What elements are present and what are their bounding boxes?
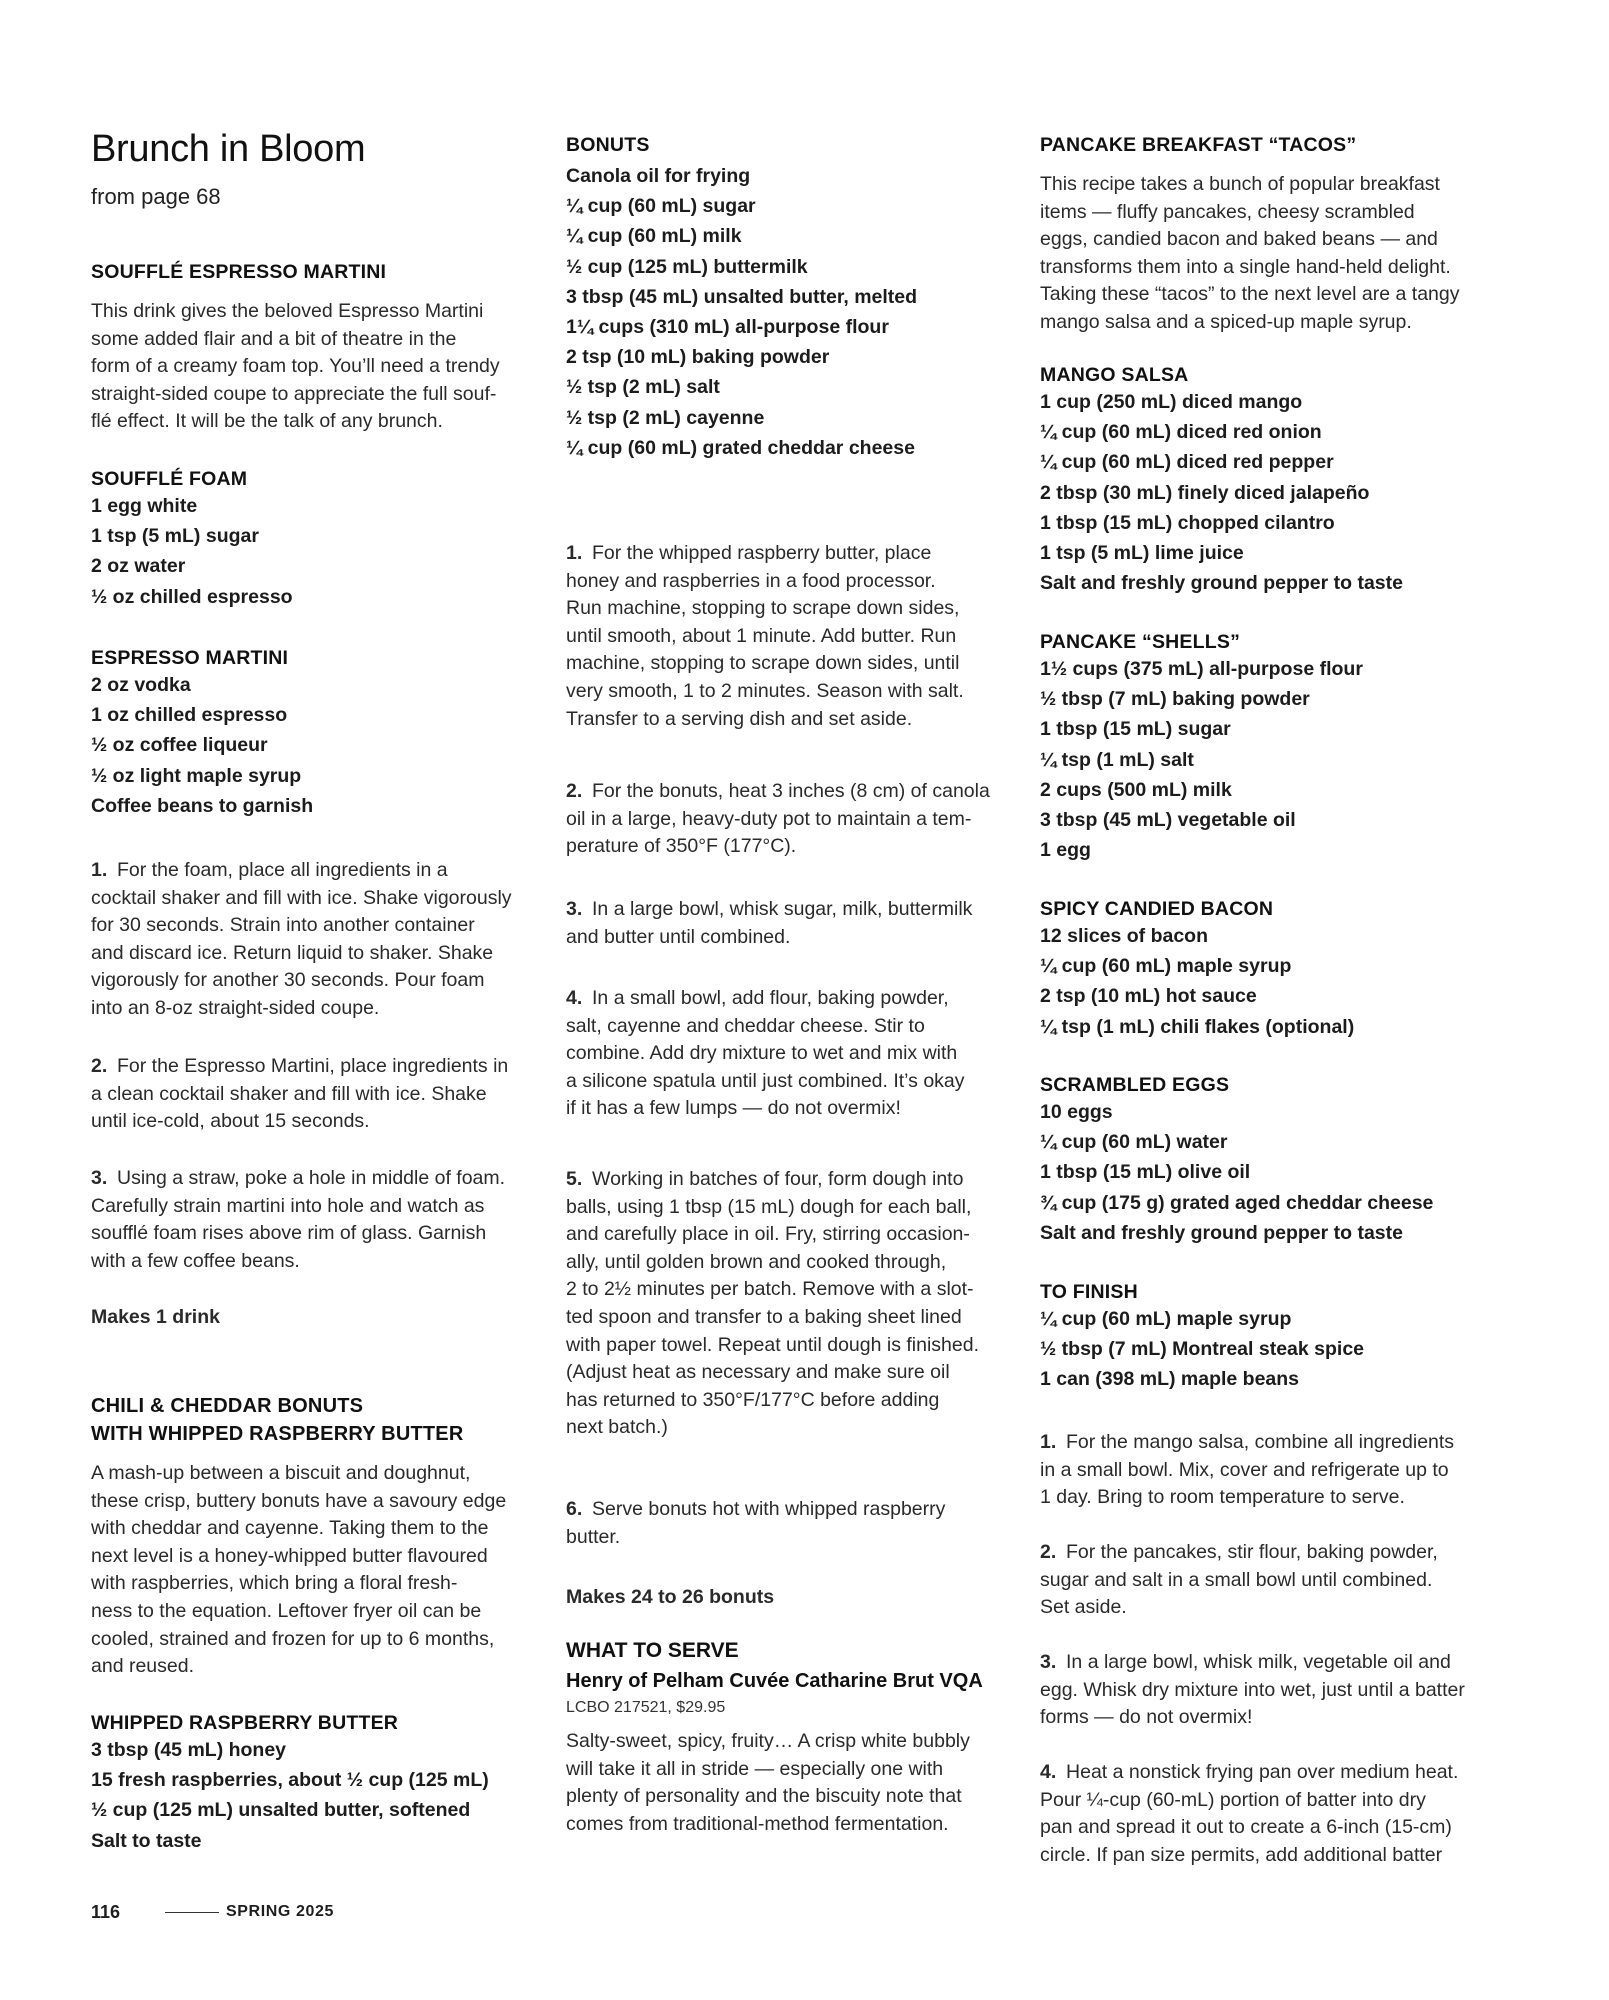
step-text: for 30 seconds. Strain into another container: [91, 914, 475, 937]
step-text: has returned to 350°F/177°C before adding: [566, 1388, 940, 1411]
step-line: [1040, 1484, 1500, 1512]
step-line: [566, 568, 1016, 596]
step-text: For the pancakes, stir flour, baking powder,: [1066, 1541, 1438, 1563]
step-line: [566, 1387, 1016, 1415]
line: next level is a honey-whipped butter flavoured: [91, 1544, 488, 1567]
line: eggs, candied bacon and baked beans — and: [1040, 228, 1438, 251]
line: 1 tsp (5 mL) sugar: [91, 525, 259, 548]
line: 2 tsp (10 mL) hot sauce: [1040, 985, 1257, 1008]
step-text: next batch.): [566, 1416, 668, 1439]
bonuts-step-5: [566, 1166, 1016, 1442]
line: 1½ cups (375 mL) all-purpose flour: [1040, 658, 1363, 680]
step-line: [91, 857, 531, 885]
line: with cheddar and cayenne. Taking them to the: [91, 1517, 489, 1540]
issue-label: SPRING 2025: [226, 1903, 334, 1920]
step-text: in a small bowl. Mix, cover and refrigerate up to: [1040, 1458, 1449, 1481]
tacos-step-2: [1040, 1539, 1500, 1622]
step-line: [566, 1304, 1016, 1332]
step-line: [566, 1414, 1016, 1442]
step-line: [566, 1040, 1016, 1068]
line: will take it all in stride — especially one with: [566, 1757, 944, 1780]
step-line: [1040, 1842, 1500, 1870]
line: 2 oz vodka: [91, 674, 191, 696]
line: plenty of personality and the biscuity note that: [566, 1785, 962, 1808]
step-line: [566, 595, 1016, 623]
line: 1 egg: [1040, 839, 1091, 862]
line: Canola oil for frying: [566, 165, 751, 187]
step-text: and carefully place in oil. Fry, stirring occasion-: [566, 1223, 970, 1246]
line: 2 cups (500 mL) milk: [1040, 778, 1232, 801]
mango-salsa-ingredients: [1040, 387, 1500, 598]
step-line: [1040, 1429, 1500, 1457]
bonuts-heading: [91, 1392, 531, 1448]
line: Salt and freshly ground pepper to taste: [1040, 572, 1403, 595]
step-text: 2 to 2½ minutes per batch. Remove with a slot-: [566, 1278, 974, 1301]
step-text: vigorously for another 30 seconds. Pour foam: [91, 969, 485, 992]
tacos-step-3: [1040, 1649, 1500, 1732]
tacos-step-4: [1040, 1759, 1500, 1869]
line: 3 tbsp (45 mL) honey: [91, 1739, 287, 1761]
line: 1 tbsp (15 mL) sugar: [1040, 718, 1231, 741]
step-text: salt, cayenne and cheddar cheese. Stir to: [566, 1014, 925, 1037]
bonuts-step-1: [566, 540, 1016, 733]
candied-bacon-ingredients: [1040, 921, 1500, 1042]
line: ¼ cup (60 mL) grated cheddar cheese: [566, 436, 915, 459]
espresso-martini-ingredients: [91, 670, 531, 821]
step-line: [566, 1095, 1016, 1123]
step-text: Using a straw, poke a hole in middle of foam.: [117, 1167, 506, 1189]
line: mango salsa and a spiced-up maple syrup.: [1040, 310, 1412, 333]
martini-intro: [91, 298, 531, 436]
step-number: 2.: [566, 780, 583, 802]
bonuts-step-4: [566, 985, 1016, 1123]
step-line: [566, 1496, 1016, 1524]
page-number: 116: [91, 1902, 121, 1922]
step-number: 3.: [566, 898, 583, 920]
step-line: [91, 1220, 531, 1248]
step-line: [91, 1081, 531, 1109]
step-text: with paper towel. Repeat until dough is finished.: [566, 1333, 980, 1356]
line: ½ cup (125 mL) buttermilk: [566, 255, 808, 278]
line: 1 egg white: [91, 495, 198, 517]
line: items — fluffy pancakes, cheesy scrambled: [1040, 200, 1415, 223]
line: flé effect. It will be the talk of any brunch.: [91, 410, 443, 433]
step-line: [1040, 1539, 1500, 1567]
step-line: [1040, 1787, 1500, 1815]
line: ¾ cup (175 g) grated aged cheddar cheese: [1040, 1191, 1434, 1214]
line: This drink gives the beloved Espresso Martini: [91, 300, 484, 322]
step-line: [566, 1276, 1016, 1304]
step-number: 3.: [91, 1167, 108, 1189]
step-line: [91, 885, 531, 913]
step-number: 1.: [91, 859, 108, 881]
line: ½ tsp (2 mL) cayenne: [566, 406, 765, 429]
step-number: 1.: [1040, 1431, 1057, 1453]
tacos-intro: [1040, 171, 1500, 337]
tacos-heading: PANCAKE BREAKFAST “TACOS”: [1040, 134, 1357, 156]
step-text: and butter until combined.: [566, 925, 791, 948]
step-text: For the foam, place all ingredients in a: [117, 859, 448, 881]
step-text: 1 day. Bring to room temperature to serve.: [1040, 1486, 1405, 1509]
step-text: Set aside.: [1040, 1596, 1127, 1619]
line: 1 tsp (5 mL) lime juice: [1040, 542, 1244, 565]
scrambled-eggs-ingredients: [1040, 1097, 1500, 1248]
step-line: [91, 995, 531, 1023]
step-line: [1040, 1814, 1500, 1842]
step-line: [566, 1249, 1016, 1277]
wine-name: Henry of Pelham Cuvée Catharine Brut VQA: [566, 1670, 983, 1692]
step-text: For the mango salsa, combine all ingredients: [1066, 1431, 1455, 1453]
step-line: [566, 833, 1016, 861]
step-number: 1.: [566, 542, 583, 564]
line: ½ oz chilled espresso: [91, 585, 293, 608]
martini-yield: Makes 1 drink: [91, 1306, 220, 1328]
to-finish-ingredients: [1040, 1304, 1500, 1395]
step-text: circle. If pan size permits, add additional batter: [1040, 1843, 1443, 1866]
step-text: a silicone spatula until just combined. It’s okay: [566, 1069, 965, 1092]
step-line: [566, 1524, 1016, 1552]
pancake-shells-ingredients: [1040, 654, 1500, 865]
step-line: [566, 650, 1016, 678]
line: ½ tsp (2 mL) salt: [566, 376, 720, 399]
step-text: a clean cocktail shaker and fill with ice. Shake: [91, 1082, 487, 1105]
line: some added flair and a bit of theatre in the: [91, 327, 457, 350]
line: 2 oz water: [91, 555, 186, 578]
step-number: 3.: [1040, 1651, 1057, 1673]
souffle-foam-ingredients: [91, 491, 531, 612]
what-to-serve-heading: WHAT TO SERVE: [566, 1639, 739, 1662]
step-number: 5.: [566, 1168, 583, 1190]
step-number: 4.: [1040, 1761, 1057, 1783]
step-line: [566, 1221, 1016, 1249]
step-text: into an 8-oz straight-sided coupe.: [91, 996, 380, 1019]
step-text: until ice-cold, about 15 seconds.: [91, 1110, 370, 1133]
step-text: Carefully strain martini into hole and watch as: [91, 1194, 485, 1217]
step-line: [566, 1194, 1016, 1222]
step-line: [566, 806, 1016, 834]
step-text: In a large bowl, whisk milk, vegetable oil and: [1066, 1651, 1451, 1673]
step-line: [566, 1166, 1016, 1194]
martini-step-1: [91, 857, 531, 1023]
line: ¼ cup (60 mL) diced red onion: [1040, 421, 1322, 444]
line: 12 slices of bacon: [1040, 925, 1208, 947]
martini-step-2: [91, 1053, 531, 1136]
step-text: In a small bowl, add flour, baking powder,: [592, 987, 949, 1009]
line: these crisp, buttery bonuts have a savoury edge: [91, 1489, 507, 1512]
step-text: ally, until golden brown and cooked through,: [566, 1250, 947, 1273]
pancake-shells-heading: PANCAKE “SHELLS”: [1040, 631, 1241, 653]
wine-description: [566, 1728, 1016, 1838]
step-text: sugar and salt in a small bowl until combined.: [1040, 1568, 1433, 1591]
step-line: [91, 1108, 531, 1136]
line: ½ tbsp (7 mL) Montreal steak spice: [1040, 1338, 1365, 1361]
line: 15 fresh raspberries, about ½ cup (125 mL): [91, 1769, 489, 1792]
line: form of a creamy foam top. You’ll need a trendy: [91, 355, 500, 378]
bonuts-step-2: [566, 778, 1016, 861]
step-line: [566, 1359, 1016, 1387]
step-text: if it has a few lumps — do not overmix!: [566, 1097, 901, 1120]
step-line: [91, 967, 531, 995]
step-text: balls, using 1 tbsp (15 mL) dough for each ball,: [566, 1195, 972, 1218]
wine-lcbo-info: LCBO 217521, $29.95: [566, 1699, 726, 1716]
line: 3 tbsp (45 mL) vegetable oil: [1040, 809, 1296, 832]
line: Taking these “tacos” to the next level are a tangy: [1040, 283, 1460, 306]
bonuts-step-6: [566, 1496, 1016, 1551]
step-text: soufflé foam rises above rim of glass. Garnish: [91, 1222, 487, 1245]
step-text: pan and spread it out to create a 6-inch (15-cm): [1040, 1816, 1452, 1839]
step-text: cocktail shaker and fill with ice. Shake vigorously: [91, 886, 512, 909]
line: 1 tbsp (15 mL) olive oil: [1040, 1161, 1251, 1184]
step-line: [566, 623, 1016, 651]
martini-heading: SOUFFLÉ ESPRESSO MARTINI: [91, 261, 387, 283]
line: ¼ cup (60 mL) milk: [566, 225, 742, 248]
line: comes from traditional-method fermentation.: [566, 1812, 949, 1835]
footer-rule: [165, 1912, 219, 1913]
step-line: [1040, 1677, 1500, 1705]
step-line: [91, 1248, 531, 1276]
step-line: [91, 1193, 531, 1221]
line: ¼ cup (60 mL) diced red pepper: [1040, 451, 1334, 474]
step-number: 2.: [1040, 1541, 1057, 1563]
step-line: [91, 1053, 531, 1081]
line: Salty-sweet, spicy, fruity… A crisp white bubbly: [566, 1730, 970, 1752]
step-line: [566, 924, 1016, 952]
page-subtitle: from page 68: [91, 184, 221, 209]
line: ¼ cup (60 mL) sugar: [566, 195, 756, 218]
line: 3 tbsp (45 mL) unsalted butter, melted: [566, 285, 918, 308]
souffle-foam-heading: SOUFFLÉ FOAM: [91, 468, 248, 490]
line: A mash-up between a biscuit and doughnut,: [91, 1462, 471, 1484]
line: 1 can (398 mL) maple beans: [1040, 1368, 1300, 1391]
step-line: [91, 1165, 531, 1193]
step-line: [566, 1068, 1016, 1096]
line: ¼ tsp (1 mL) chili flakes (optional): [1040, 1015, 1355, 1038]
step-line: [566, 985, 1016, 1013]
line: CHILI & CHEDDAR BONUTS: [91, 1395, 364, 1417]
step-text: For the whipped raspberry butter, place: [592, 542, 932, 564]
step-text: very smooth, 1 to 2 minutes. Season with salt.: [566, 679, 964, 702]
line: Salt and freshly ground pepper to taste: [1040, 1221, 1403, 1244]
line: 2 tsp (10 mL) baking powder: [566, 346, 830, 369]
step-text: butter.: [566, 1525, 621, 1548]
scrambled-eggs-heading: SCRAMBLED EGGS: [1040, 1074, 1230, 1096]
step-line: [1040, 1457, 1500, 1485]
step-number: 6.: [566, 1498, 583, 1520]
mango-salsa-heading: MANGO SALSA: [1040, 364, 1189, 386]
step-text: egg. Whisk dry mixture into wet, just until a batter: [1040, 1678, 1465, 1701]
line: 2 tbsp (30 mL) finely diced jalapeño: [1040, 481, 1370, 504]
bonuts-intro: [91, 1460, 531, 1681]
step-text: oil in a large, heavy-duty pot to maintain a tem-: [566, 807, 972, 830]
line: transforms them into a single hand-held delight.: [1040, 255, 1451, 278]
line: 1 tbsp (15 mL) chopped cilantro: [1040, 511, 1335, 534]
espresso-martini-heading: ESPRESSO MARTINI: [91, 647, 289, 669]
line: 10 eggs: [1040, 1101, 1113, 1123]
raspberry-butter-ingredients: [91, 1735, 531, 1856]
step-text: Run machine, stopping to scrape down sides,: [566, 597, 960, 620]
step-line: [566, 540, 1016, 568]
bonuts-step-3: [566, 896, 1016, 951]
step-text: with a few coffee beans.: [91, 1249, 300, 1272]
step-text: honey and raspberries in a food processor.: [566, 569, 936, 592]
step-text: For the bonuts, heat 3 inches (8 cm) of canola: [592, 780, 990, 802]
line: straight-sided coupe to appreciate the full souf-: [91, 382, 497, 405]
line: ½ tbsp (7 mL) baking powder: [1040, 688, 1310, 711]
martini-step-3: [91, 1165, 531, 1275]
line: WITH WHIPPED RASPBERRY BUTTER: [91, 1423, 464, 1445]
line: and reused.: [91, 1655, 194, 1678]
line: ¼ tsp (1 mL) salt: [1040, 748, 1194, 771]
step-line: [566, 678, 1016, 706]
line: ¼ cup (60 mL) maple syrup: [1040, 955, 1292, 978]
line: This recipe takes a bunch of popular breakfast: [1040, 173, 1440, 195]
line: 1 cup (250 mL) diced mango: [1040, 391, 1303, 413]
page-title: Brunch in Bloom: [91, 128, 366, 170]
step-line: [1040, 1704, 1500, 1732]
line: cooled, strained and frozen for up to 6 months,: [91, 1627, 495, 1650]
bonuts-yield: Makes 24 to 26 bonuts: [566, 1586, 775, 1608]
step-text: In a large bowl, whisk sugar, milk, buttermilk: [592, 898, 973, 920]
line: ½ oz light maple syrup: [91, 764, 302, 787]
step-text: combine. Add dry mixture to wet and mix with: [566, 1042, 958, 1065]
candied-bacon-heading: SPICY CANDIED BACON: [1040, 898, 1274, 920]
step-text: (Adjust heat as necessary and make sure oil: [566, 1361, 950, 1384]
step-number: 2.: [91, 1055, 108, 1077]
step-text: ted spoon and transfer to a baking sheet lined: [566, 1305, 962, 1328]
step-text: Serve bonuts hot with whipped raspberry: [592, 1498, 946, 1520]
line: ¼ cup (60 mL) maple syrup: [1040, 1308, 1292, 1330]
step-text: Transfer to a serving dish and set aside.: [566, 707, 913, 730]
step-line: [1040, 1594, 1500, 1622]
step-text: For the Espresso Martini, place ingredients in: [117, 1055, 509, 1077]
step-text: machine, stopping to scrape down sides, until: [566, 652, 960, 675]
raspberry-butter-heading: WHIPPED RASPBERRY BUTTER: [91, 1712, 399, 1734]
step-line: [566, 778, 1016, 806]
to-finish-heading: TO FINISH: [1040, 1281, 1138, 1303]
step-line: [566, 1332, 1016, 1360]
step-text: perature of 350°F (177°C).: [566, 835, 797, 858]
step-line: [1040, 1649, 1500, 1677]
line: Coffee beans to garnish: [91, 794, 314, 817]
step-line: [91, 912, 531, 940]
line: 1¼ cups (310 mL) all-purpose flour: [566, 316, 889, 339]
line: ½ oz coffee liqueur: [91, 734, 268, 757]
step-line: [566, 706, 1016, 734]
step-text: forms — do not overmix!: [1040, 1706, 1253, 1729]
line: ¼ cup (60 mL) water: [1040, 1131, 1228, 1154]
bonuts-ingredients: [566, 161, 1016, 463]
step-number: 4.: [566, 987, 583, 1009]
bonuts-subheading: BONUTS: [566, 134, 650, 156]
step-text: Working in batches of four, form dough into: [592, 1168, 964, 1190]
line: ½ cup (125 mL) unsalted butter, softened: [91, 1799, 471, 1822]
step-line: [1040, 1759, 1500, 1787]
step-line: [1040, 1567, 1500, 1595]
step-text: Pour ¼-cup (60-mL) portion of batter into dry: [1040, 1788, 1426, 1811]
step-line: [91, 940, 531, 968]
step-text: and discard ice. Return liquid to shaker. Shake: [91, 941, 494, 964]
line: 1 oz chilled espresso: [91, 704, 288, 727]
step-line: [566, 1013, 1016, 1041]
step-text: until smooth, about 1 minute. Add butter. Run: [566, 624, 957, 647]
tacos-step-1: [1040, 1429, 1500, 1512]
line: Salt to taste: [91, 1829, 202, 1852]
line: ness to the equation. Leftover fryer oil can be: [91, 1599, 482, 1622]
step-line: [566, 896, 1016, 924]
line: with raspberries, which bring a floral fresh-: [91, 1572, 458, 1595]
step-text: Heat a nonstick frying pan over medium heat.: [1066, 1761, 1459, 1783]
